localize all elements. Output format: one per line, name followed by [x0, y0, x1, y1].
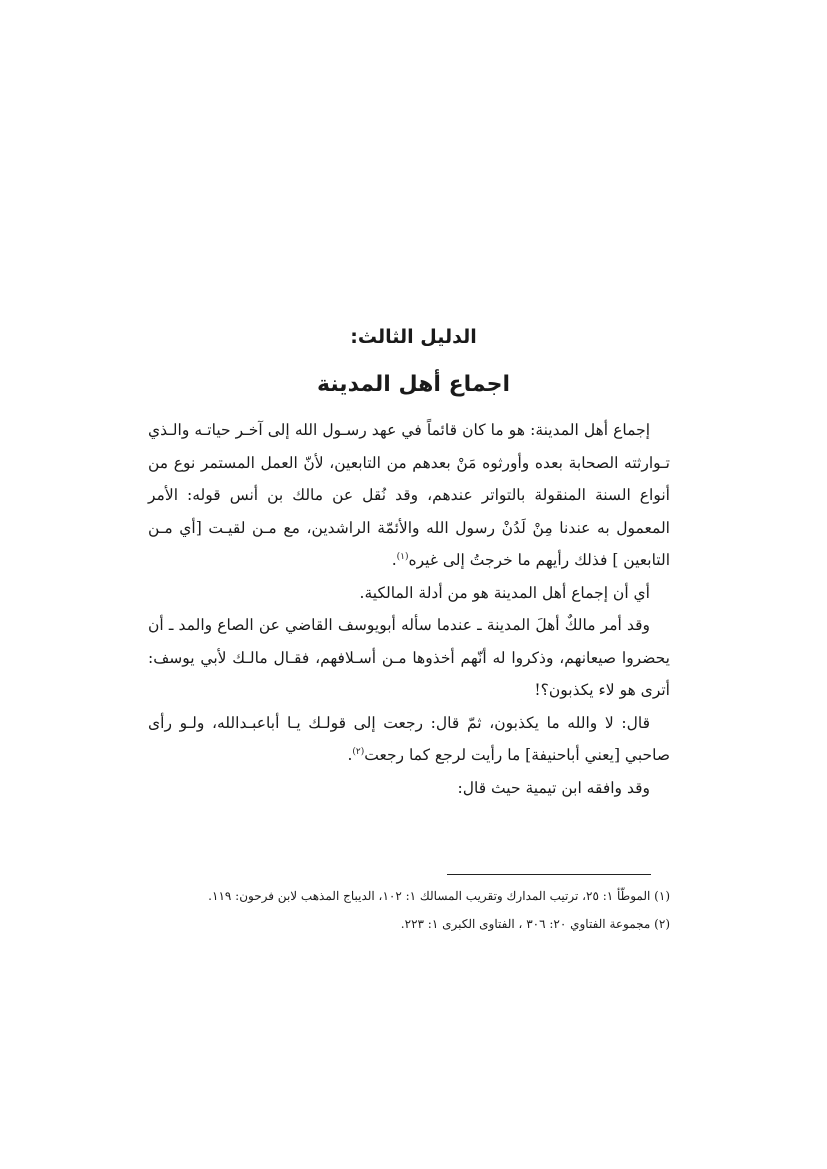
footnotes — [148, 882, 670, 938]
paragraph-text: إجماع أهل المدينة: هو ما كان قائماً في عهد رسـول الله إلى آخـر حياتـه والـذي تـوارثته الصحابة بعده وأورثوه مَنْ بعدهم من التابعين، لأنّ العمل المستمر نوع من أنواع السنة المنقولة بالتواتر عندهم، وقد نُقل عن مالك بن أنس قوله: الأمر المعمول به عندنا مِنْ لَدُنْ رسول الله والأئمّة الراشدين، مع مـن لقيـت [أي مـن التابعين ] فذلك رأيهم ما خرجتُ إلى غيره — [148, 421, 670, 569]
footnote-ref: (٢) — [352, 746, 365, 757]
section-label: الدليل الثالث: — [350, 326, 477, 348]
paragraph-text: قال: لا والله ما يكذبون، ثمّ قال: رجعت إلى قولـك يـا أباعبـدالله، ولـو رأى صاحبي [يعني أباحنيفة] ما رأيت لرجع كما رجعت — [148, 713, 670, 764]
paragraph-abu-yusuf-reply — [148, 707, 670, 772]
footnote-ref: (١) — [396, 551, 409, 562]
footnote-divider — [447, 874, 651, 875]
paragraph-text: أي أن إجماع أهل المدينة هو من أدلة المالكية. — [359, 583, 650, 602]
paragraph-text: وقد أمر مالكٌ أهلَ المدينة ـ عندما سأله أبويوسف القاضي عن الصاع والمد ـ أن يحضروا صيعانهم، وذكروا له أنّهم أخذوها مـن أسـلافهم، فقـال مالـك لأبي يوسف: أترى هو لاء يكذبون؟! — [148, 616, 670, 699]
paragraph-maliki — [148, 577, 670, 610]
paragraph-text: وقد وافقه ابن تيمية حيث قال: — [457, 778, 650, 797]
body-text — [148, 414, 670, 804]
footnote-2: (٢) مجموعة الفتاوي ٢٠: ٣٠٦ ، الفتاوى الكبرى ١: ٢٢٣. — [400, 917, 670, 931]
paragraph-definition — [148, 414, 670, 577]
section-title: اجماع أهل المدينة — [316, 372, 511, 397]
paragraph-tail: . — [391, 551, 397, 569]
paragraph-sa-anecdote — [148, 609, 670, 707]
footnote-1: (١) الموطّأ ١: ٢٥، ترتيب المدارك وتقريب المسالك ١: ١٠٢، الديباج المذهب لابن فرحون: ١١٩. — [208, 889, 670, 903]
paragraph-ibn-taymiyya — [148, 772, 670, 805]
paragraph-tail: . — [347, 746, 353, 764]
